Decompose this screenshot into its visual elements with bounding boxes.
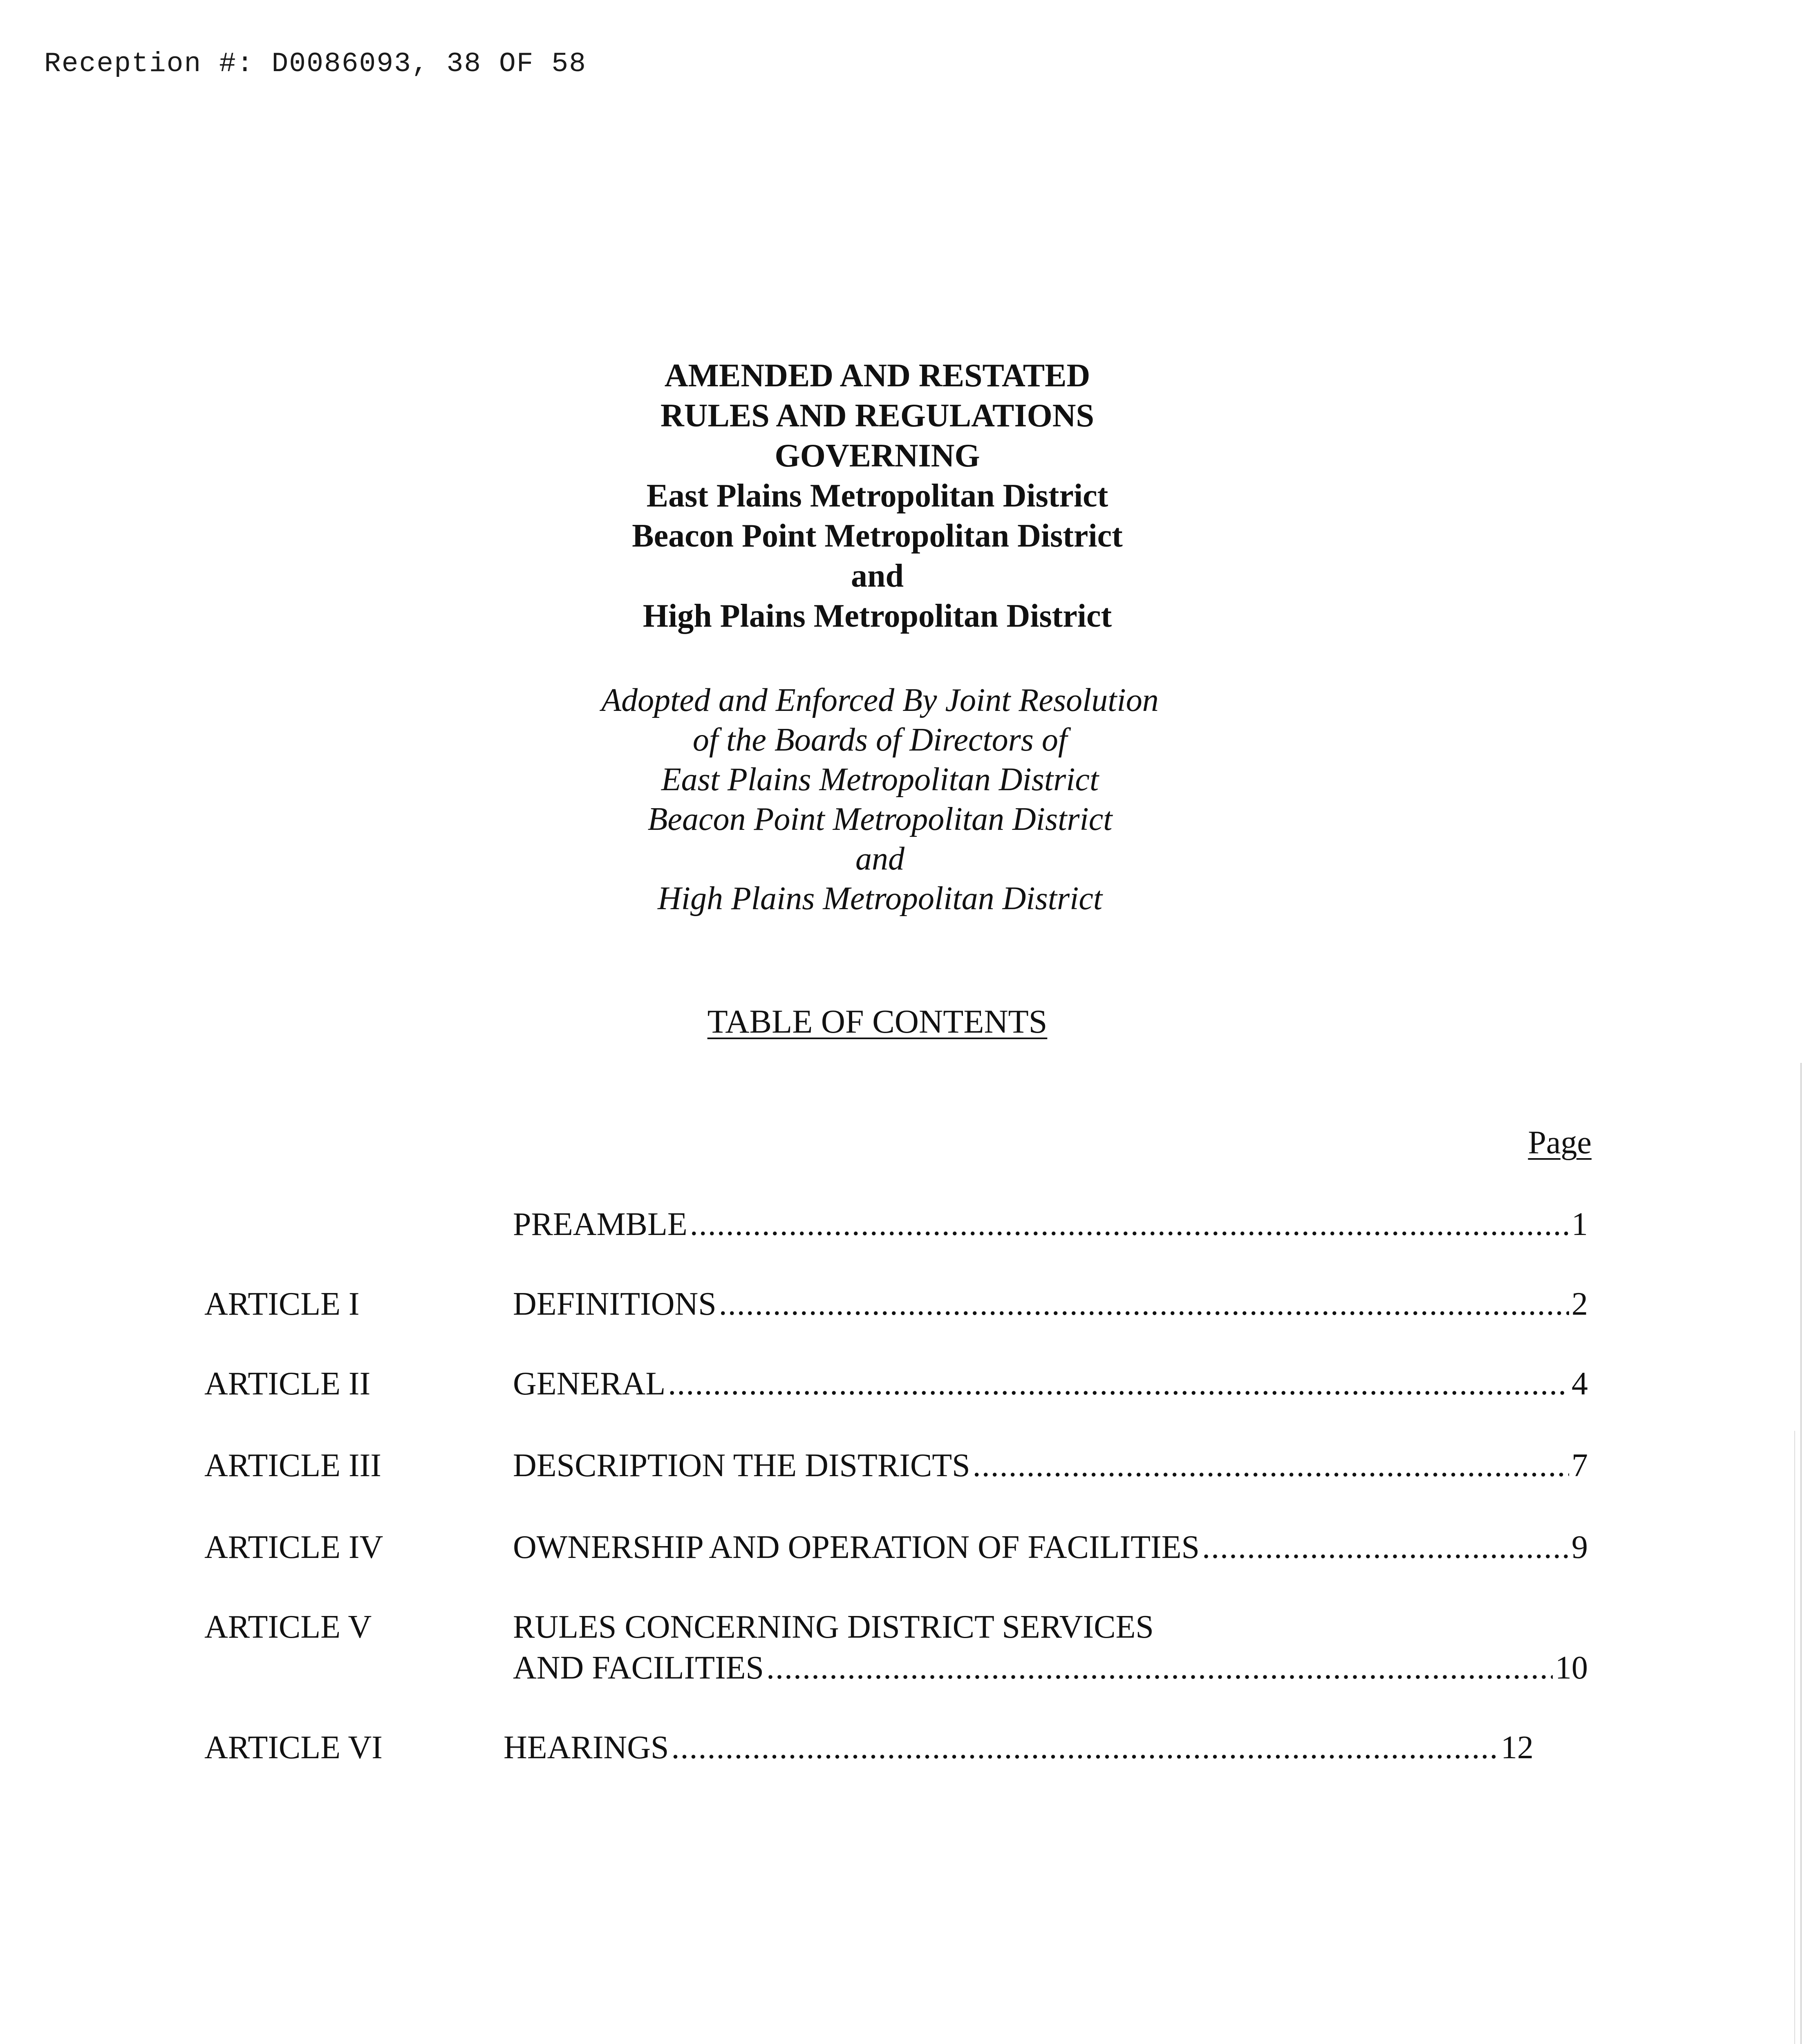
toc-entry: [513, 1363, 1588, 1404]
toc-entry-page: 7: [1572, 1448, 1588, 1484]
toc-article-label: ARTICLE II: [204, 1366, 371, 1402]
toc-entry-page: 4: [1572, 1366, 1588, 1402]
title-line: High Plains Metropolitan District: [643, 598, 1112, 634]
toc-entry-page: 9: [1572, 1529, 1588, 1565]
scan-edge-mark: [1794, 1431, 1795, 2044]
subtitle-line: Beacon Point Metropolitan District: [647, 801, 1113, 837]
toc-entry-title: GENERAL: [513, 1366, 666, 1402]
toc-entry-title: DEFINITIONS: [513, 1286, 716, 1322]
dot-leader: [766, 1647, 1553, 1688]
toc-page-column-label: Page: [1528, 1125, 1592, 1161]
title-line: East Plains Metropolitan District: [646, 478, 1108, 514]
title-line: GOVERNING: [775, 438, 980, 474]
subtitle-line: East Plains Metropolitan District: [661, 762, 1099, 798]
toc-entry-title-line: AND FACILITIES: [513, 1650, 764, 1686]
toc-article-label: ARTICLE IV: [204, 1529, 383, 1565]
toc-entry-title: DESCRIPTION THE DISTRICTS: [513, 1448, 970, 1484]
document-title: [0, 356, 1755, 636]
title-line: AMENDED AND RESTATED: [664, 358, 1090, 394]
toc-entry: [513, 1204, 1588, 1245]
subtitle-line: Adopted and Enforced By Joint Resolution: [601, 682, 1159, 718]
toc-heading: TABLE OF CONTENTS: [707, 1003, 1048, 1040]
dot-leader: [719, 1284, 1569, 1325]
toc-entry: [513, 1284, 1588, 1325]
subtitle-line: and: [855, 841, 904, 877]
toc-entry: [504, 1727, 1534, 1768]
dot-leader: [671, 1727, 1498, 1768]
toc-entry: [513, 1445, 1588, 1486]
toc-entry-title-line: RULES CONCERNING DISTRICT SERVICES: [513, 1609, 1154, 1645]
title-line: and: [851, 558, 904, 594]
toc-article-label: ARTICLE I: [204, 1286, 360, 1322]
toc-entry-page: 12: [1501, 1730, 1534, 1766]
dot-leader: [1202, 1527, 1569, 1568]
toc-entry: [513, 1607, 1588, 1688]
title-line: Beacon Point Metropolitan District: [632, 518, 1123, 554]
toc-entry-title: PREAMBLE: [513, 1206, 687, 1242]
toc-article-label: ARTICLE V: [204, 1609, 372, 1645]
subtitle-line: of the Boards of Directors of: [692, 722, 1068, 758]
reception-number: Reception #: D0086093, 38 OF 58: [44, 48, 587, 80]
dot-leader: [690, 1204, 1569, 1245]
toc-entry-title: HEARINGS: [504, 1730, 669, 1766]
toc-entry-page: 1: [1572, 1206, 1588, 1242]
toc-entry: [513, 1527, 1588, 1568]
dot-leader: [973, 1445, 1569, 1486]
scan-edge-mark: [1800, 1063, 1802, 2044]
toc-article-label: ARTICLE VI: [204, 1730, 383, 1766]
subtitle-line: High Plains Metropolitan District: [657, 881, 1103, 917]
adoption-statement: [0, 681, 1760, 919]
toc-entry-page: 2: [1572, 1286, 1588, 1322]
toc-entry-title: OWNERSHIP AND OPERATION OF FACILITIES: [513, 1529, 1200, 1565]
toc-article-label: ARTICLE III: [204, 1448, 381, 1484]
title-line: RULES AND REGULATIONS: [660, 398, 1094, 434]
dot-leader: [668, 1363, 1569, 1404]
toc-entry-page: 10: [1555, 1650, 1588, 1686]
